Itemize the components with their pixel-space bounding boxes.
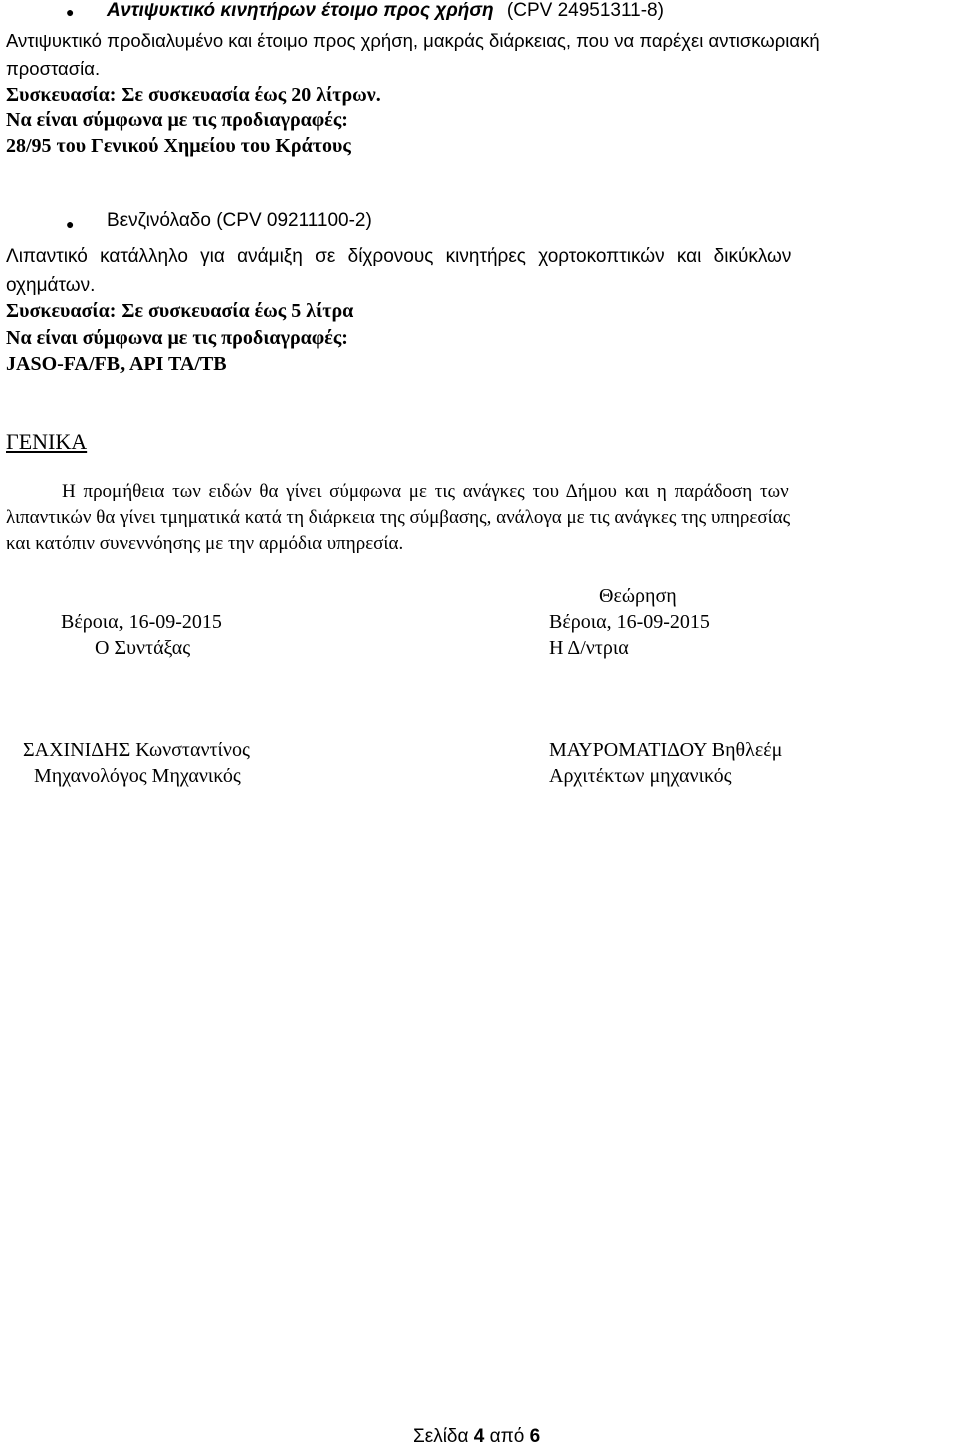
left-role: Ο Συντάξας xyxy=(95,637,191,659)
general-para-line3: και κατόπιν συνεννόησης με την αρμόδια υπηρεσία. xyxy=(6,533,404,554)
bullet-icon: ● xyxy=(66,4,75,20)
item1-desc-line1: Αντιψυκτικό προδιαλυμένο και έτοιμο προς χρήση, μακράς διάρκειας, που να παρέχει αντισκωριακή xyxy=(6,30,820,51)
right-role: Η Δ/ντρια xyxy=(549,637,629,659)
general-heading: ΓΕΝΙΚΑ xyxy=(6,429,88,454)
item1-spec-value: 28/95 του Γενικού Χημείου του Κράτους xyxy=(6,135,351,157)
general-para-line2: λιπαντικών θα γίνει τμηματικά κατά τη διάρκεια της σύμβασης, ανάλογα με τις ανάγκες της υπηρεσίας xyxy=(6,507,791,528)
general-para-line1: Η προμήθεια των ειδών θα γίνει σύμφωνα με τις ανάγκες του Δήμου και η παράδοση των xyxy=(62,481,789,502)
item1-title: Αντιψυκτικό κινητήρων έτοιμο προς χρήση xyxy=(107,0,494,21)
right-title: Αρχιτέκτων μηχανικός xyxy=(549,765,732,787)
item2-title: Βενζινόλαδο (CPV 09211100-2) xyxy=(107,210,372,231)
bullet-icon: ● xyxy=(66,216,75,232)
item2-packaging: Συσκευασία: Σε συσκευασία έως 5 λίτρα xyxy=(6,300,354,322)
left-title: Μηχανολόγος Μηχανικός xyxy=(34,765,241,787)
footer-prefix: Σελίδα xyxy=(413,1426,469,1447)
page-footer xyxy=(413,1427,540,1446)
item1-spec-label: Να είναι σύμφωνα με τις προδιαγραφές: xyxy=(6,109,348,131)
review-heading: Θεώρηση xyxy=(599,585,677,607)
right-place-date: Βέροια, 16-09-2015 xyxy=(549,611,710,633)
item1-cpv: (CPV 24951311-8) xyxy=(506,0,664,21)
footer-page-number: 4 xyxy=(473,1426,485,1447)
left-name: ΣΑΧΙΝΙΔΗΣ Κωνσταντίνος xyxy=(23,739,250,761)
item2-desc-line1: Λιπαντικό κατάλληλο για ανάμιξη σε δίχρονους κινητήρες χορτοκοπτικών και δικύκλων xyxy=(6,246,792,267)
item1-packaging: Συσκευασία: Σε συσκευασία έως 20 λίτρων. xyxy=(6,84,381,106)
item1-title-line xyxy=(107,1,664,20)
footer-page-total: 6 xyxy=(529,1426,541,1447)
left-place-date: Βέροια, 16-09-2015 xyxy=(61,611,222,633)
item2-spec-value: JASO-FA/FB, API TA/TB xyxy=(6,353,227,375)
item1-desc-line2: προστασία. xyxy=(6,58,101,79)
item2-spec-label: Να είναι σύμφωνα με τις προδιαγραφές: xyxy=(6,327,348,349)
footer-middle: από xyxy=(489,1426,525,1447)
right-name: ΜΑΥΡΟΜΑΤΙΔΟΥ Βηθλεέμ xyxy=(549,739,783,761)
item2-desc-line2: οχημάτων. xyxy=(6,275,96,296)
